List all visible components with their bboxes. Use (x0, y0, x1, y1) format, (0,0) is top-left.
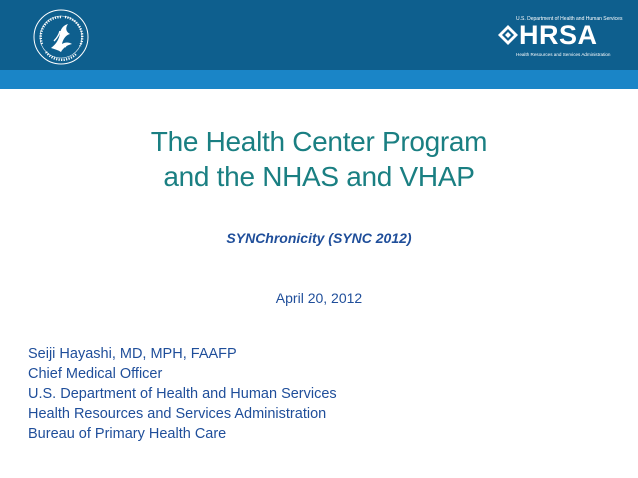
presenter-name: Seiji Hayashi, MD, MPH, FAAFP (28, 346, 237, 362)
presenter-bureau: Bureau of Primary Health Care (28, 426, 227, 442)
title-line-1: The Health Center Program (150, 126, 488, 157)
hrsa-logo (498, 16, 623, 60)
header-stripe (0, 70, 638, 89)
header-bar (0, 0, 638, 70)
presentation-date: April 20, 2012 (275, 290, 363, 306)
presenter-block (28, 344, 337, 444)
hrsa-full-name: Health Resources and Services Administration (516, 52, 611, 57)
hrsa-department-text: U.S. Department of Health and Human Services (516, 16, 623, 22)
hhs-eagle-seal-icon (32, 8, 90, 66)
hrsa-diamond-icon (498, 25, 518, 45)
title-line-2: and the NHAS and VHAP (163, 161, 475, 192)
hrsa-acronym: HRSA (519, 20, 598, 50)
slide-subtitle: SYNChronicity (SYNC 2012) (226, 230, 412, 246)
presenter-role: Chief Medical Officer (28, 366, 163, 382)
presenter-department: U.S. Department of Health and Human Services (28, 386, 337, 402)
slide-title (0, 124, 638, 194)
presenter-agency: Health Resources and Services Administration (28, 406, 327, 422)
